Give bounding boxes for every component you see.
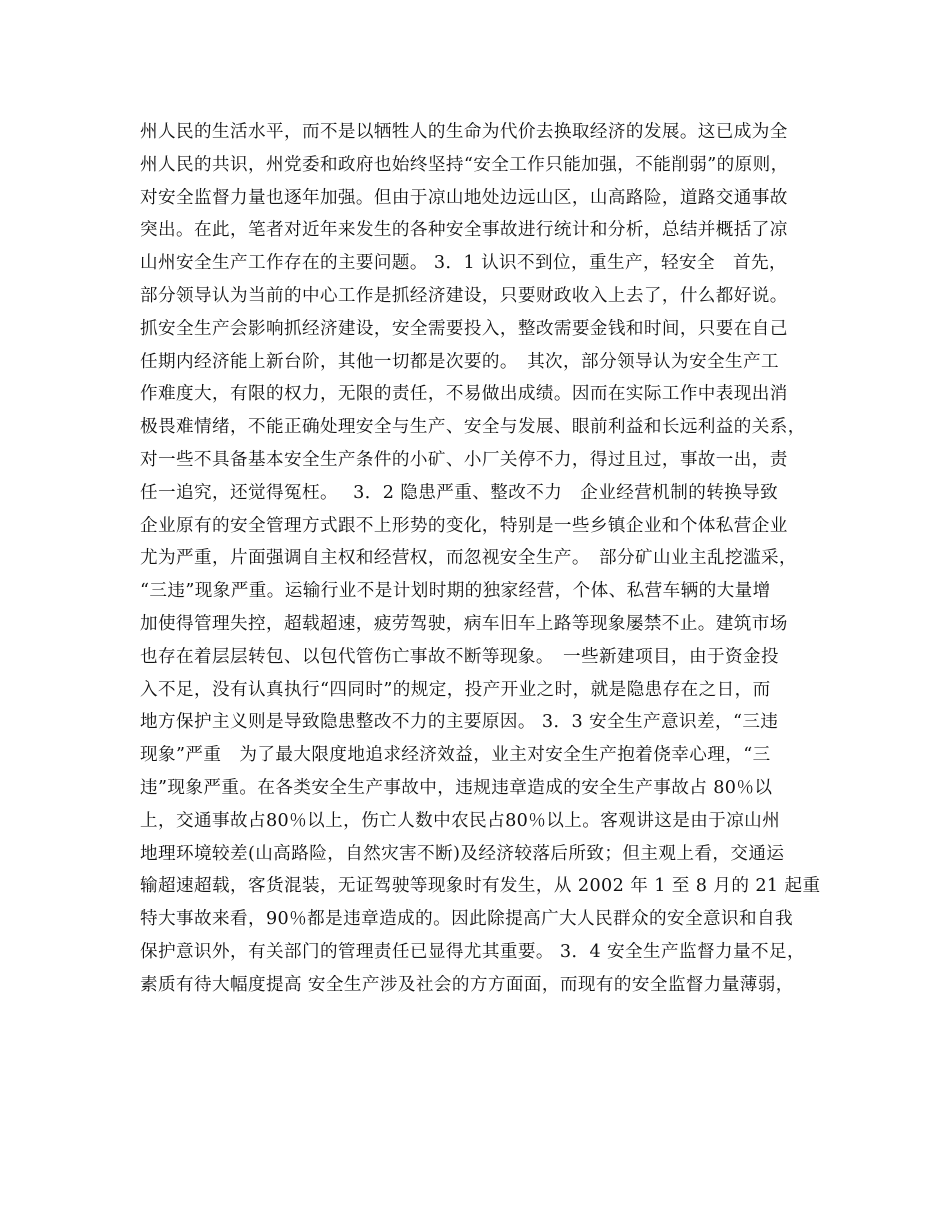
text-line: 突出。在此，笔者对近年来发生的各种安全事故进行统计和分析，总结并概括了凉 xyxy=(140,220,788,241)
text-line: 州人民的共识，州党委和政府也始终坚持“安全工作只能加强，不能削弱”的原则， xyxy=(140,154,789,175)
text-line: 加使得管理失控，超载超速，疲劳驾驶，病车旧车上路等现象屡禁不止。建筑市场 xyxy=(140,613,788,634)
text-line: 地理环境较差(山高路险，自然灾害不断)及经济较落后所致；但主观上看，交通运 xyxy=(140,843,785,864)
text-line: 上，交通事故占80％以上，伤亡人数中农民占80％以上。客观讲这是由于凉山州 xyxy=(140,810,781,831)
text-line: 尤为严重，片面强调自主权和经营权，而忽视安全生产。 部分矿山业主乱挖滥采， xyxy=(140,548,797,569)
text-line: 地方保护主义则是导致隐患整改不力的主要原因。 3．3 安全生产意识差，“三违 xyxy=(140,712,779,733)
text-line: 作难度大，有限的权力，无限的责任，不易做出成绩。因而在实际工作中表现出消 xyxy=(140,384,788,405)
text-line: 任期内经济能上新台阶，其他一切都是次要的。 其次，部分领导认为安全生产工 xyxy=(140,351,779,372)
body-text xyxy=(140,116,830,1002)
text-line: 对一些不具备基本安全生产条件的小矿、小厂关停不力，得过且过，事故一出，责 xyxy=(140,449,788,470)
text-line: 山州安全生产工作存在的主要问题。 3．1 认识不到位，重生产，轻安全 首先， xyxy=(140,253,787,274)
text-line: 任一追究，还觉得冤枉。 3．2 隐患严重、整改不力 企业经营机制的转换导致 xyxy=(140,482,779,503)
text-line: 素质有待大幅度提高 安全生产涉及社会的方方面面，而现有的安全监督力量薄弱， xyxy=(140,974,794,995)
text-line: 入不足，没有认真执行“四同时”的规定，投产开业之时，就是隐患存在之日，而 xyxy=(140,679,771,700)
text-line: 特大事故来看，90％都是违章造成的。因此除提高广大人民群众的安全意识和自我 xyxy=(140,909,793,930)
text-line: 现象”严重 为了最大限度地追求经济效益，业主对安全生产抱着侥幸心理，“三 xyxy=(140,745,771,766)
text-line: 对安全监督力量也逐年加强。但由于凉山地处边远山区，山高路险，道路交通事故 xyxy=(140,187,788,208)
text-line: 抓安全生产会影响抓经济建设，安全需要投入，整改需要金钱和时间，只要在自己 xyxy=(140,318,788,339)
text-line: 部分领导认为当前的中心工作是抓经济建设，只要财政收入上去了，什么都好说。 xyxy=(140,285,788,306)
text-line: 州人民的生活水平，而不是以牺牲人的生命为代价去换取经济的发展。这已成为全 xyxy=(140,122,788,142)
text-line: 企业原有的安全管理方式跟不上形势的变化，特别是一些乡镇企业和个体私营企业 xyxy=(140,515,788,536)
text-line: 保护意识外，有关部门的管理责任已显得尤其重要。 3．4 安全生产监督力量不足， xyxy=(140,941,805,962)
text-line: 也存在着层层转包、以包代管伤亡事故不断等现象。 一些新建项目，由于资金投 xyxy=(140,646,779,667)
text-line: “三违”现象严重。运输行业不是计划时期的独家经营，个体、私营车辆的大量增 xyxy=(140,581,771,602)
text-line: 违”现象严重。在各类安全生产事故中，违规违章造成的安全生产事故占 80％以 xyxy=(140,777,773,798)
text-line: 输超速超载，客货混装，无证驾驶等现象时有发生，从 2002 年 1 至 8 月的 21 起重 xyxy=(140,876,821,897)
text-line: 极畏难情绪，不能正确处理安全与生产、安全与发展、眼前利益和长远利益的关系， xyxy=(140,417,806,438)
